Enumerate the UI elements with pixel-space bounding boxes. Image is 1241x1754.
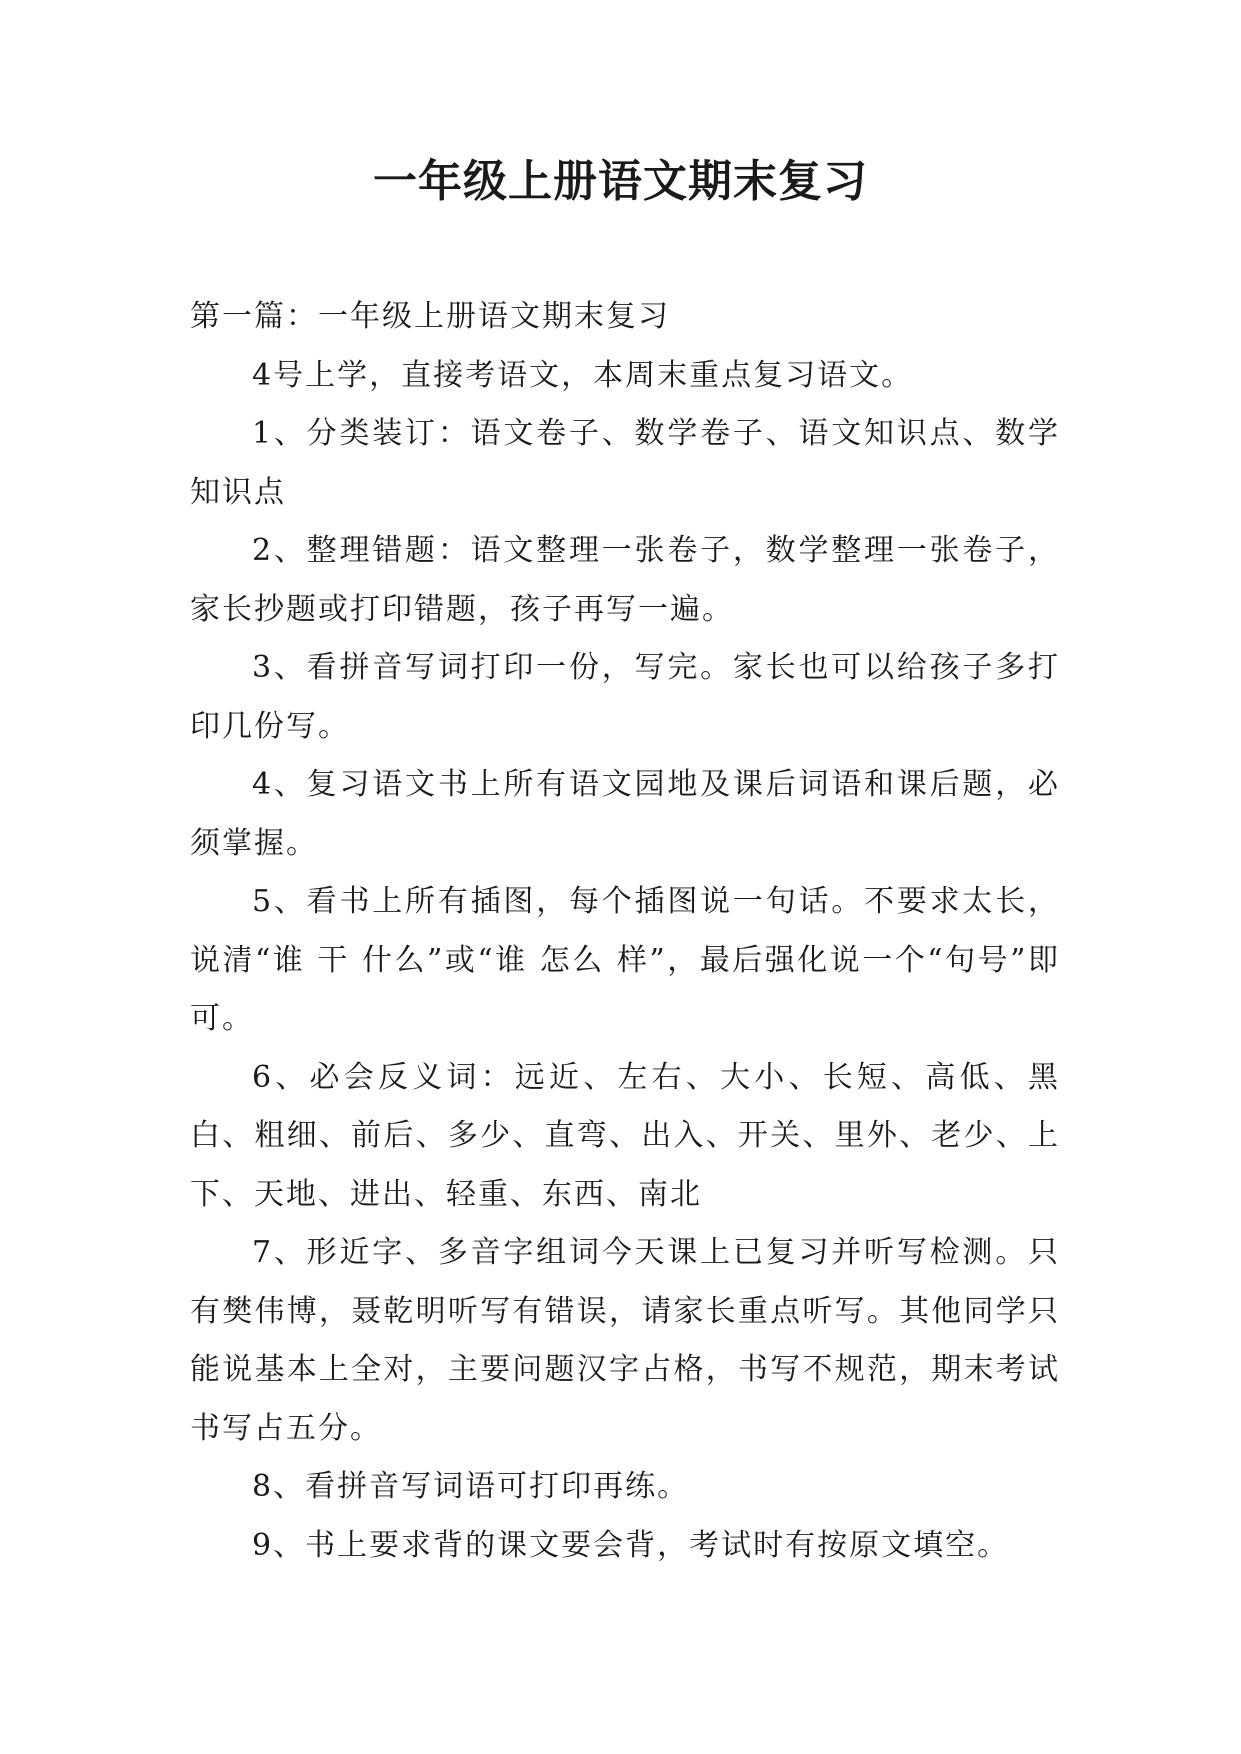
paragraph-item-3: 3、看拼音写词打印一份，写完。家长也可以给孩子多打印几份写。 [190,650,1060,744]
paragraph-item-5: 5、看书上所有插图，每个插图说一句话。不要求太长，说清“谁 干 什么”或“谁 怎么 样”，最后强化说一个“句号”即可。 [190,884,1060,1036]
paragraph-item-4: 4、复习语文书上所有语文园地及课后词语和课后题，必须掌握。 [190,767,1060,861]
paragraph-item-2: 2、整理错题：语文整理一张卷子，数学整理一张卷子，家长抄题或打印错题，孩子再写一遍。 [190,533,1060,627]
document-body [190,288,1060,1575]
paragraph-item-8: 8、看拼音写词语可打印再练。 [252,1469,690,1504]
paragraph-item-6: 6、必会反义词：远近、左右、大小、长短、高低、黑白、粗细、前后、多少、直弯、出入、开关、里外、老少、上下、天地、进出、轻重、东西、南北 [190,1059,1060,1212]
document-title: 一年级上册语文期末复习 [373,156,868,207]
paragraph-intro: 4号上学，直接考语文，本周末重点复习语文。 [252,357,914,393]
paragraph-item-7: 7、形近字、多音字组词今天课上已复习并听写检测。只有樊伟博，聂乾明听写有错误，请家长重点听写。其他同学只能说基本上全对，主要问题汉字占格，书写不规范，期末考试书写占五分。 [190,1235,1060,1446]
section-heading: 第一篇：一年级上册语文期末复习 [190,299,670,334]
paragraph-item-9: 9、书上要求背的课文要会背，考试时有按原文填空。 [252,1527,1010,1563]
paragraph-item-1: 1、分类装订：语文卷子、数学卷子、语文知识点、数学知识点 [190,416,1060,510]
